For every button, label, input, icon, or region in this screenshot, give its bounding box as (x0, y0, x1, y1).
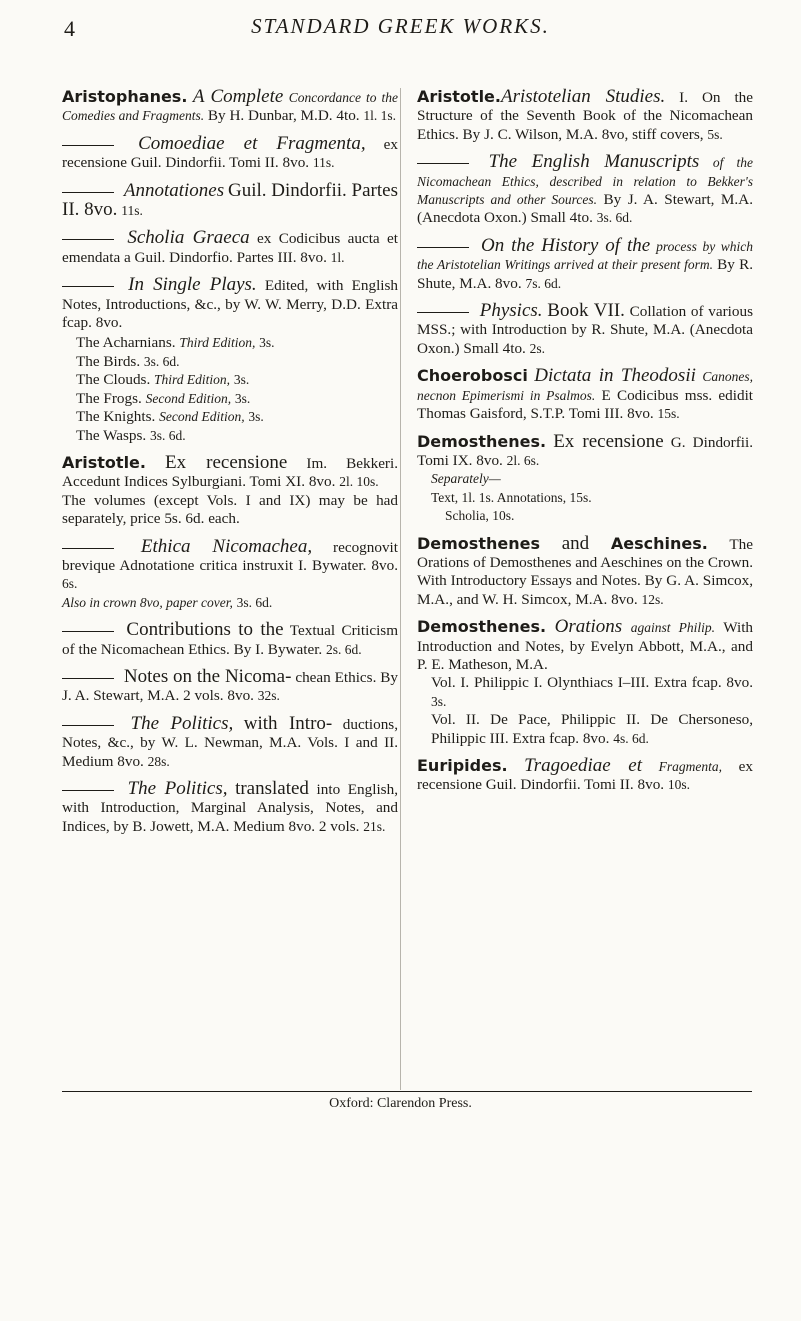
ditto-dash (417, 312, 469, 313)
entry-title: A Complete (192, 86, 284, 107)
entry-separately-line: Scholia, 10s. (445, 508, 515, 524)
entry-separately-line: Text, 1l. 1s. Annotations, 15s. (431, 489, 592, 505)
entry-price: 2s. (529, 340, 546, 356)
entry-orations-philip (417, 618, 753, 748)
entry-also: Also in crown 8vo, paper cover, (62, 594, 233, 610)
entry-title: The Politics, (127, 778, 228, 799)
list-item (62, 427, 398, 445)
entry-text: ductions, Notes, &c., by W. L. Newman, M.A. Vols. I and II. Medium 8vo. (62, 715, 399, 770)
entry-text: The Orations of Demosthenes and Aeschines on the Crown. With Introductory Essays and Notes. By G. A. Simcox, M.A., and W. H. Simcox, M.A. 8vo. (417, 535, 753, 608)
entry-text: Guil. Dindorfii. Partes II. 8vo. (62, 179, 398, 221)
list-item (62, 408, 398, 426)
play-name: The Frogs. (76, 389, 142, 407)
ditto-dash (62, 548, 114, 549)
play-price: 3s. 6d. (150, 427, 186, 443)
entry-physics (417, 302, 753, 358)
play-edition: Second Edition, (145, 390, 232, 406)
volume-item (417, 674, 753, 711)
play-edition: Second Edition, (159, 409, 245, 425)
volume-price: 4s. 6d. (613, 730, 649, 746)
right-column (417, 88, 753, 804)
entry-title: Ex recensione (165, 451, 288, 473)
author-heading: Aristotle. (62, 452, 146, 472)
entry-price: 15s. (657, 406, 680, 422)
running-head: STANDARD GREEK WORKS. (251, 14, 550, 38)
entry-text: Textual Criticism of the Nicomachean Ethics. By I. Bywater. (62, 622, 399, 658)
entry-description: Canones, necnon Epimerismi in Psalmos. (417, 369, 753, 403)
ditto-dash (62, 678, 114, 679)
entry-demosthenes-aeschines (417, 532, 753, 610)
entry-text: By R. Shute, M.A. 8vo. (417, 256, 753, 292)
entry-title-cont: with Intro- (243, 712, 333, 734)
plays-list (62, 334, 398, 444)
ditto-dash (62, 631, 114, 632)
entry-aristotle (62, 451, 399, 529)
entry-contributions (62, 621, 398, 659)
list-item (62, 390, 398, 408)
entry-aristophanes-concordance (62, 88, 398, 126)
entry-title: Scholia Graeca (127, 227, 250, 249)
entry-text: I. On the Structure of the Seventh Book of the Nicomachean Ethics. By J. C. Wilson, M.A. 8vo, stiff covers, (417, 89, 754, 143)
entry-title: Ethica Nicomachea, (140, 535, 313, 557)
entry-text: into English, with Introduction, Marginal Analysis, Notes, and Indices, by B. Jowett, M.A. Medium 8vo. 2 vols. (62, 781, 398, 835)
entry-history (417, 234, 753, 293)
entry-price: 10s. (667, 777, 691, 793)
entry-note: The volumes (except Vols. I and IX) may be had separately, price 5s. 6d. each. (62, 491, 398, 528)
entry-aristotelian-studies (417, 88, 753, 144)
entry-title: The English Manuscripts (488, 151, 700, 173)
entry-ethica (62, 535, 398, 613)
volume-text: Vol. I. Philippic I. Olynthiacs I–III. Extra fcap. 8vo. (431, 674, 753, 692)
entry-text: Im. Bekkeri. Accedunt Indices Sylburgiani. Tomi XI. 8vo. (62, 454, 399, 491)
left-column (62, 88, 398, 845)
entry-title: Annotationes (123, 179, 225, 201)
play-name: The Wasps. (76, 426, 147, 444)
entry-notes (62, 665, 398, 706)
author-heading: Demosthenes. (417, 617, 547, 637)
entry-title: Aristotelian Studies. (500, 86, 666, 107)
entry-price: 32s. (257, 688, 280, 704)
volume-price: 3s. (431, 693, 447, 709)
author-heading: Demosthenes (417, 533, 540, 553)
entry-separately: Separately— (431, 471, 501, 487)
entry-text: chean Ethics. By J. A. Stewart, M.A. 2 vols. 8vo. (62, 668, 398, 705)
ditto-dash (62, 725, 114, 726)
entry-title: Notes on the Nicoma- (123, 665, 292, 687)
entry-scholia (62, 229, 398, 267)
list-item (62, 334, 398, 352)
entry-title: Contributions to the (126, 619, 284, 641)
entry-price: 5s. (707, 126, 723, 142)
entry-title: In Single Plays. (128, 274, 257, 296)
ditto-dash (62, 192, 114, 193)
entry-text: recognovit brevique Adnotatione critica instruxit I. Bywater. 8vo. (62, 538, 398, 574)
entry-price: 2l. 6s. (506, 452, 540, 468)
entry-english-manuscripts (417, 153, 753, 228)
footer-rule (62, 1091, 752, 1092)
entry-description: against Philip. (630, 620, 715, 636)
entry-title: Dictata in Theodosii (534, 365, 696, 387)
ditto-dash (417, 163, 469, 164)
entry-title: Ex recensione (553, 430, 664, 452)
play-price: 3s. (233, 372, 250, 388)
ditto-dash (62, 790, 114, 791)
ditto-dash (62, 286, 114, 287)
play-name: The Birds. (76, 352, 141, 370)
play-edition: Third Edition, (154, 372, 231, 388)
entry-choeroboscus (417, 367, 753, 423)
entry-price: 7s. 6d. (525, 275, 562, 291)
entry-price: 6s. (62, 576, 78, 592)
entry-description: Concordance to the Comedies and Fragments. (62, 90, 398, 124)
entry-title: Comoediae et Fragmenta, (138, 132, 366, 154)
author-heading: Aristophanes. (62, 87, 188, 106)
column-divider (400, 88, 401, 1090)
entry-title: Orations (554, 616, 623, 638)
entry-title: Physics. (479, 300, 543, 322)
play-name: The Clouds. (76, 371, 151, 389)
entry-title-cont: Book VII. (547, 300, 625, 322)
entry-also-price: 3s. 6d. (236, 594, 273, 610)
play-edition: Third Edition, (179, 335, 256, 351)
author-conjunction: and (561, 532, 590, 554)
entry-politics-newman (62, 712, 399, 771)
entry-title-cont: translated (235, 778, 309, 799)
entry-price: 1l. (330, 249, 345, 265)
entry-price: 11s. (312, 155, 335, 171)
entry-demosthenes (417, 430, 754, 526)
author-heading: Aeschines. (610, 533, 708, 553)
entry-single-plays (62, 276, 398, 445)
play-price: 3s. (259, 335, 275, 351)
entry-text: Collation of various MSS.; with Introduction by R. Shute, M.A. (Anecdota Oxon.) Small 4to. (417, 303, 753, 357)
author-heading: Choerobosci (417, 366, 528, 386)
entry-price: 12s. (641, 591, 664, 607)
ditto-dash (62, 239, 114, 240)
entry-description: Fragmenta, (658, 759, 723, 774)
entry-comoediae (62, 132, 398, 173)
entry-text: ex recensione Guil. Dindorfii. Tomi II. 8vo. (62, 135, 398, 172)
entry-title: The Politics, (130, 712, 234, 734)
author-heading: Aristotle. (417, 87, 501, 106)
entry-meta: By H. Dunbar, M.D. 4to. (207, 107, 360, 125)
ditto-dash (62, 145, 114, 146)
entry-politics-jowett (62, 780, 398, 836)
entry-text: ex Codicibus aucta et emendata a Guil. Dindorfio. Partes III. 8vo. (62, 230, 398, 266)
page-number: 4 (64, 16, 75, 41)
entry-title: Tragoediae et (524, 755, 643, 776)
entry-price: 2l. 10s. (339, 474, 379, 490)
play-price: 3s. (248, 409, 264, 425)
entry-text: With Introduction and Notes, by Evelyn Abbott, M.A., and P. E. Matheson, M.A. (417, 619, 754, 673)
volume-text: Vol. II. De Pace, Philippic II. De Chersoneso, Philippic III. Extra fcap. 8vo. (431, 711, 753, 747)
author-heading: Demosthenes. (417, 431, 547, 451)
entry-price: 3s. 6d. (596, 210, 633, 226)
entry-price: 28s. (147, 753, 170, 769)
entry-price: 1l. 1s. (363, 108, 397, 124)
play-name: The Knights. (76, 408, 156, 426)
entry-text: Edited, with English Notes, Introductions, &c., by W. W. Merry, D.D. Extra fcap. 8vo. (62, 277, 399, 332)
play-name: The Acharnians. (76, 334, 176, 352)
author-heading: Euripides. (417, 756, 508, 775)
list-item (62, 371, 398, 389)
play-price: 3s. 6d. (143, 353, 180, 369)
entry-title: On the History of the (480, 234, 651, 256)
imprint: Oxford: Clarendon Press. (329, 1096, 472, 1111)
entry-price: 21s. (363, 818, 386, 834)
list-item (62, 353, 398, 371)
ditto-dash (417, 247, 469, 248)
entry-text: E Codicibus mss. edidit Thomas Gaisford, S.T.P. Tomi III. 8vo. (417, 386, 754, 423)
entry-price: 11s. (121, 203, 143, 219)
play-price: 3s. (234, 390, 251, 406)
entry-annotationes (62, 179, 398, 221)
entry-description: of the Nicomachean Ethics, described in relation to Bekker's Manuscripts and other Sources. (417, 155, 754, 208)
entry-price: 2s. 6d. (326, 641, 362, 657)
entry-text: G. Dindorfii. Tomi IX. 8vo. (417, 433, 754, 469)
entry-text: By J. A. Stewart, M.A. (Anecdota Oxon.) Small 4to. (417, 191, 753, 227)
entry-euripides (417, 757, 753, 795)
entry-text: ex recensione Guil. Dindorfii. Tomi II. 8vo. (417, 758, 753, 794)
entry-description: process by which the Aristotelian Writings arrived at their present form. (417, 238, 753, 273)
volume-item (417, 711, 753, 748)
